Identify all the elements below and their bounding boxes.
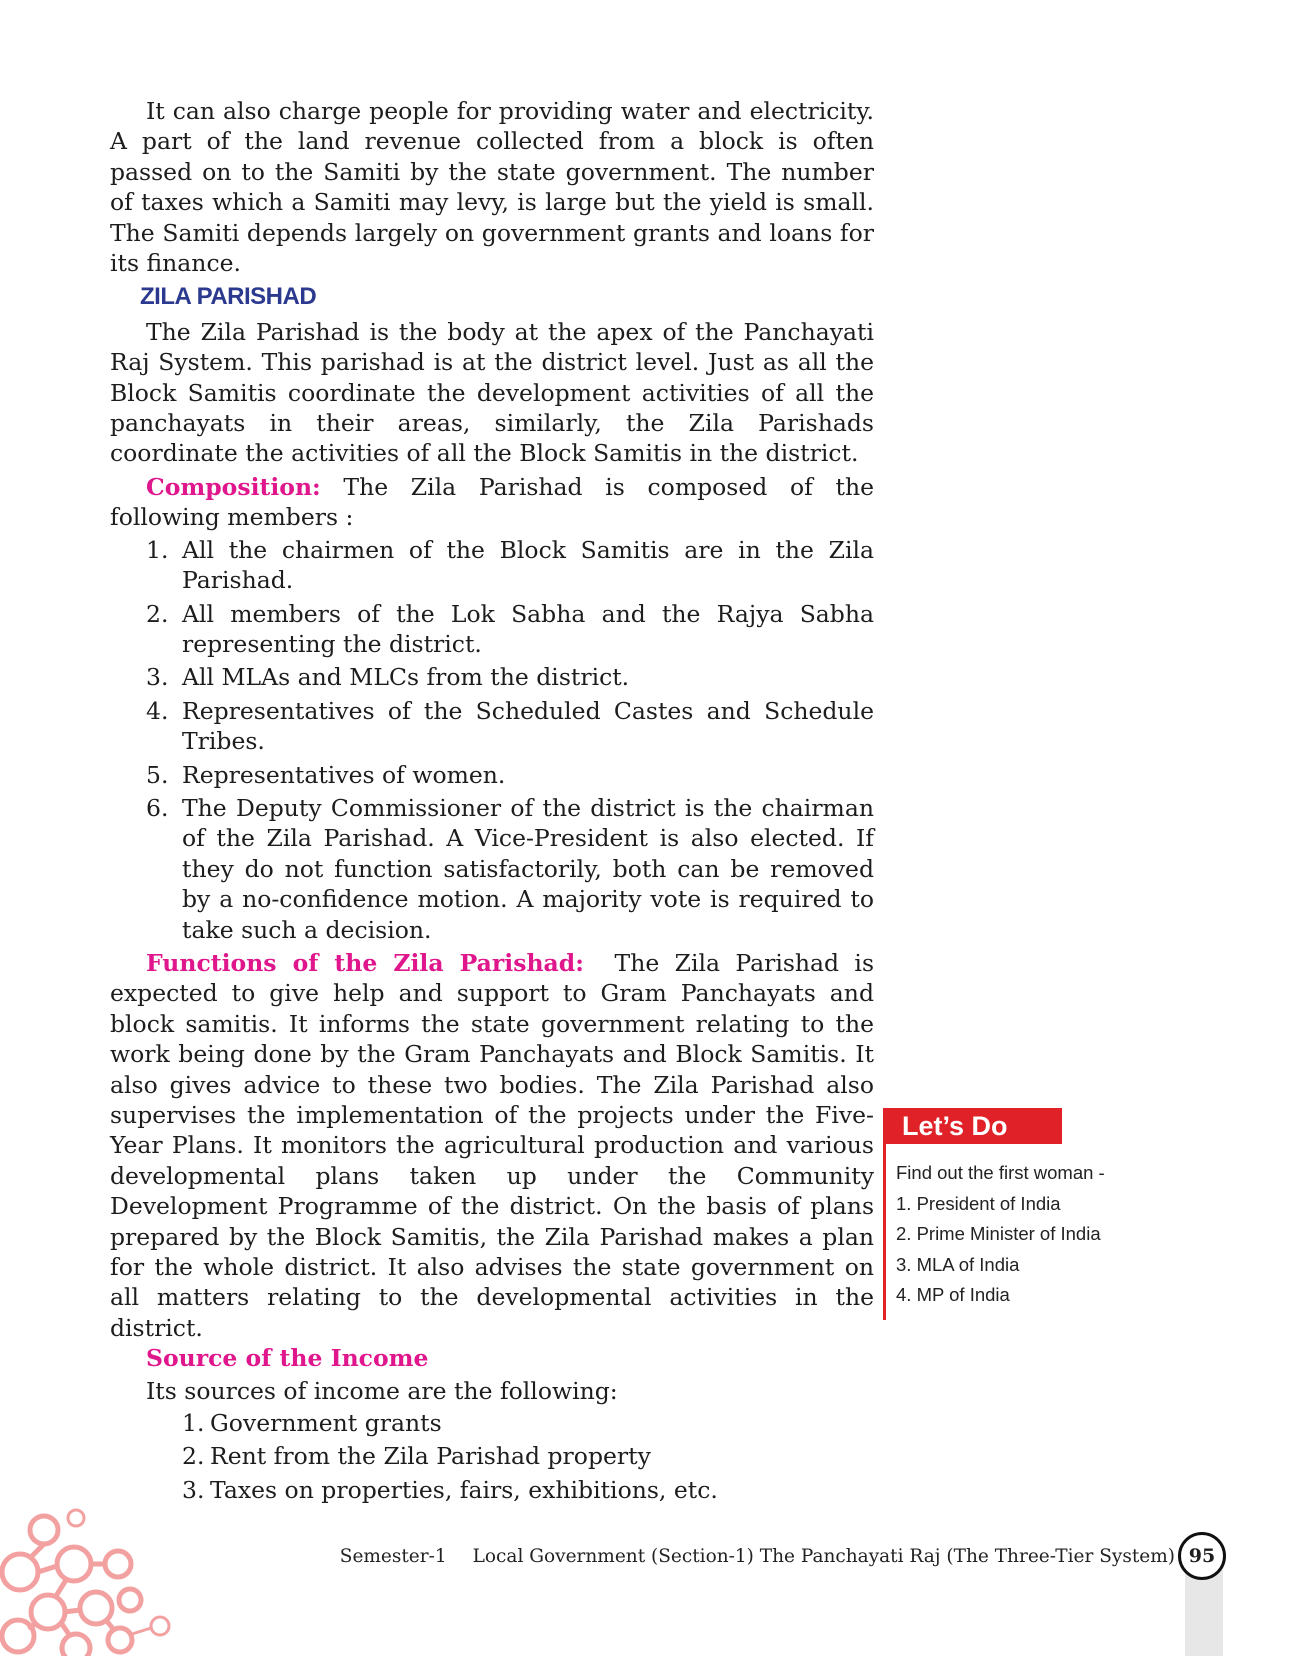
composition-paragraph xyxy=(110,472,874,533)
lets-do-items xyxy=(896,1158,1105,1311)
lets-do-line: 4. MP of India xyxy=(896,1284,1010,1305)
main-column xyxy=(110,96,882,1508)
list-item xyxy=(110,599,874,660)
page-edge-strip xyxy=(1185,1570,1223,1656)
list-text: All MLAs and MLCs from the district. xyxy=(182,663,630,692)
list-item xyxy=(110,1475,874,1505)
lets-do-tag: Let’s Do xyxy=(886,1108,1062,1144)
list-item xyxy=(110,696,874,757)
functions-text: The Zila Parishad is expected to give help and support to Gram Panchayats and block samitis. It informs the state government relating to the work being done by the Gram Panchayats and Block Samitis. It also gives advice to these two bodies. The Zila Parishad also supervises the implementation of the projects under the Five-Year Plans. It monitors the agricultural production and various developmental plans taken up under the Community Development Programme of the district. On the basis of plans prepared by the Block Samitis, the Zila Parishad makes a plan for the whole district. It also advises the state government on all matters relating to the developmental activities in the district. xyxy=(110,948,882,1342)
list-number: 3. xyxy=(146,663,169,692)
list-item xyxy=(110,793,874,945)
list-text: All the chairmen of the Block Samitis are in the Zila Parishad. xyxy=(182,535,874,595)
list-text: Rent from the Zila Parishad property xyxy=(210,1442,651,1471)
composition-text: The Zila Parishad is composed of the following members : xyxy=(110,472,874,532)
list-number: 2. xyxy=(146,599,169,628)
list-text: Representatives of the Scheduled Castes and Schedule Tribes. xyxy=(182,696,874,756)
functions-paragraph xyxy=(110,948,882,1343)
list-text: The Deputy Commissioner of the district is the chairman of the Zila Parishad. A Vice-President is also elected. If they do not function satisfactorily, both can be removed by a no-confidence motion. A majority vote is required to take such a decision. xyxy=(182,793,874,944)
intro-paragraph: It can also charge people for providing water and electricity. A part of the land revenue collected from a block is often passed on to the Samiti by the state government. The number of taxes which a Samiti may levy, is large but the yield is small. The Samiti depends largely on government grants and loans for its finance. xyxy=(110,97,874,278)
list-number: 3. xyxy=(182,1475,205,1504)
lets-do-line: Find out the first woman - xyxy=(896,1162,1105,1183)
list-text: Representatives of women. xyxy=(182,760,506,789)
list-item xyxy=(110,535,874,596)
footer-chapter: Local Government (Section-1) The Panchayati Raj (The Three-Tier System) xyxy=(472,1546,1175,1567)
lets-do-line: 3. MLA of India xyxy=(896,1253,1020,1275)
footer-semester: Semester-1 xyxy=(339,1546,447,1567)
zila-parishad-intro: The Zila Parishad is the body at the apex of the Panchayati Raj System. This parishad is at the district level. Just as all the Block Samitis coordinate the development activities of all the panchayats in their areas, similarly, the Zila Parishads coordinate the activities of all the Block Samitis in the district. xyxy=(110,317,874,468)
composition-list xyxy=(110,535,874,945)
lets-do-line: 2. Prime Minister of India xyxy=(896,1223,1101,1244)
list-number: 1. xyxy=(146,535,169,564)
list-number: 2. xyxy=(182,1442,205,1471)
income-list xyxy=(110,1408,874,1505)
list-number: 1. xyxy=(182,1409,205,1438)
list-item xyxy=(110,662,874,692)
list-text: All members of the Lok Sabha and the Rajya Sabha representing the district. xyxy=(182,599,874,658)
list-item xyxy=(110,760,874,790)
list-text: Taxes on properties, fairs, exhibitions, etc. xyxy=(210,1475,718,1504)
list-text: Government grants xyxy=(210,1409,442,1438)
lets-do-box xyxy=(883,1108,1146,1320)
composition-label: Composition: xyxy=(146,472,321,501)
list-item xyxy=(110,1441,874,1471)
list-number: 4. xyxy=(146,696,169,725)
bubble-decoration-icon xyxy=(0,1500,180,1656)
footer xyxy=(0,1546,1175,1567)
lets-do-line: 1. President of India xyxy=(896,1192,1061,1214)
income-heading: Source of the Income xyxy=(146,1344,429,1373)
functions-label: Functions of the Zila Parishad: xyxy=(146,948,584,977)
page-number: 95 xyxy=(1178,1532,1226,1580)
section-heading: ZILA PARISHAD xyxy=(140,283,317,311)
list-number: 5. xyxy=(146,760,169,789)
list-item xyxy=(110,1408,874,1438)
income-lead: Its sources of income are the following: xyxy=(146,1376,618,1405)
list-number: 6. xyxy=(146,793,169,822)
